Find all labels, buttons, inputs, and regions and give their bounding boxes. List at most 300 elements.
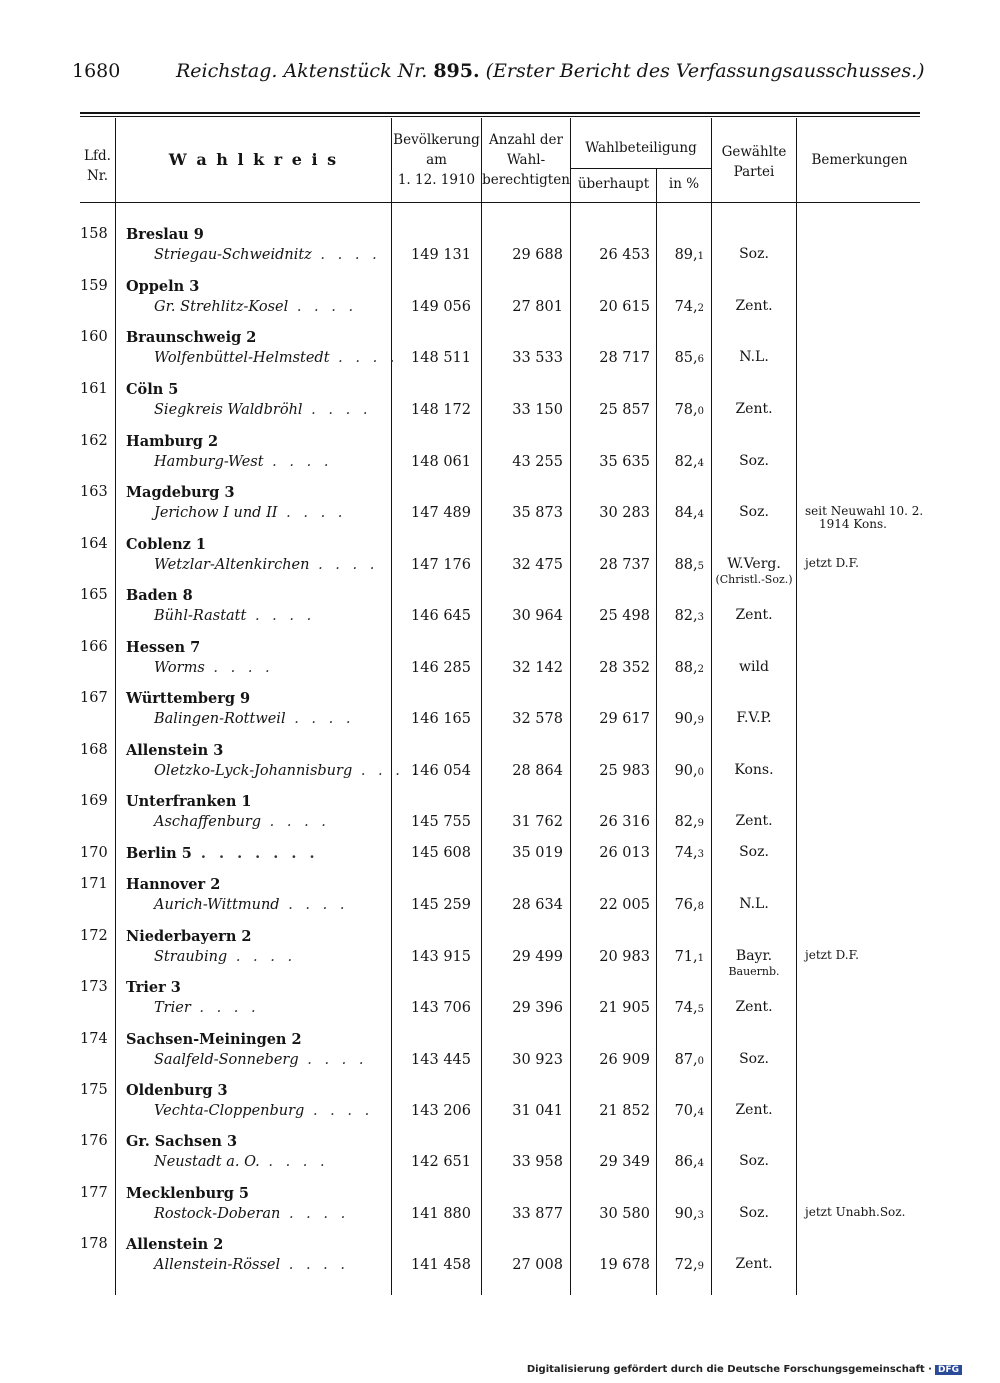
turnout-percent-dec: 8 (697, 901, 704, 912)
subdistrict-label: Trier (154, 1000, 191, 1016)
subdistrict-label: Hamburg-West (154, 454, 264, 470)
col-head-partei (712, 142, 796, 182)
turnout-value: 28 737 (599, 557, 650, 573)
table-row (80, 639, 922, 691)
district-name (126, 639, 200, 656)
leader-dots: . . . . (246, 608, 316, 624)
elected-party (712, 949, 796, 979)
turnout-percent (658, 845, 704, 861)
subdistrict (154, 1103, 373, 1119)
population-value: 146 645 (411, 608, 471, 624)
turnout-value: 26 453 (599, 247, 650, 263)
party-label: Soz. (739, 844, 769, 860)
eligible-value: 29 688 (512, 247, 563, 263)
elected-party (712, 402, 796, 417)
subdistrict-label: Neustadt a. O. (154, 1154, 260, 1170)
subdistrict (154, 660, 274, 676)
turnout-percent-dec: 4 (697, 509, 704, 520)
eligible-value: 33 533 (512, 350, 563, 366)
turnout-value: 21 852 (599, 1103, 650, 1119)
row-number: 171 (80, 876, 108, 892)
turnout-percent-dec: 9 (697, 818, 704, 829)
population-value: 149 131 (411, 247, 471, 263)
subdistrict (154, 557, 378, 573)
turnout-percent-int: 72, (674, 1257, 698, 1273)
district-name (126, 329, 256, 346)
subdistrict (154, 1154, 329, 1170)
eligible-value: 32 475 (512, 557, 563, 573)
district-label: Hessen 7 (126, 639, 201, 656)
table-row (80, 1031, 922, 1083)
party-label: Kons. (734, 762, 774, 778)
subdistrict-label: Wolfenbüttel-Helmstedt (154, 350, 330, 366)
remark-line-1: jetzt D.F. (805, 948, 859, 962)
elected-party (712, 1154, 796, 1169)
eligible-value: 32 578 (512, 711, 563, 727)
turnout-value: 29 617 (599, 711, 650, 727)
table-row (80, 278, 922, 330)
leader-dots: . . . . (204, 660, 274, 676)
row-number: 173 (80, 979, 108, 995)
turnout-percent-dec: 6 (697, 354, 704, 365)
turnout-value: 20 983 (599, 949, 650, 965)
col-head-bemerkungen: Bemerkungen (811, 152, 908, 168)
district-name (126, 1082, 228, 1099)
turnout-percent (658, 247, 704, 263)
turnout-percent (658, 814, 704, 830)
eligible-value: 27 008 (512, 1257, 563, 1273)
turnout-percent-dec: 0 (697, 767, 704, 778)
district-label: Breslau 9 (126, 226, 204, 243)
party-label: Zent. (735, 813, 773, 829)
turnout-percent-dec: 5 (697, 1004, 704, 1015)
district-label: Hannover 2 (126, 876, 221, 893)
eligible-value: 31 762 (512, 814, 563, 830)
table-row (80, 979, 922, 1031)
population-value: 142 651 (411, 1154, 471, 1170)
col-head-wahlkreis: W a h l k r e i s (168, 150, 339, 169)
subdistrict-label: Siegkreis Waldbröhl (154, 402, 303, 418)
turnout-percent (658, 897, 704, 913)
turnout-percent-dec: 1 (697, 251, 704, 262)
leader-dots: . . . . (302, 402, 372, 418)
subdistrict (154, 608, 315, 624)
party-label: Soz. (739, 1051, 769, 1067)
elected-party (712, 814, 796, 829)
turnout-percent (658, 454, 704, 470)
party-label: Bayr. (735, 948, 773, 964)
turnout-percent (658, 350, 704, 366)
turnout-percent-int: 87, (674, 1052, 698, 1068)
turnout-percent (658, 402, 704, 418)
turnout-value: 30 580 (599, 1206, 650, 1222)
subdistrict (154, 949, 296, 965)
population-value: 146 165 (411, 711, 471, 727)
subdistrict-label: Allenstein-Rössel (154, 1257, 281, 1273)
leader-dots: . . . . (190, 1000, 260, 1016)
population-value: 141 458 (411, 1257, 471, 1273)
turnout-value: 28 352 (599, 660, 650, 676)
leader-dots: . . . . (261, 814, 330, 830)
turnout-percent-int: 82, (674, 454, 698, 470)
elected-party (712, 608, 796, 623)
district-name (126, 226, 204, 243)
eligible-value: 33 150 (512, 402, 563, 418)
subdistrict (154, 897, 348, 913)
population-value: 147 489 (411, 505, 471, 521)
subdistrict-label: Oletzko-Lyck-Johannisburg (154, 763, 353, 779)
turnout-percent-int: 90, (674, 763, 698, 779)
subdistrict-label: Saalfeld-Sonneberg (154, 1052, 299, 1068)
leader-dots: . . . . (352, 763, 422, 779)
leader-dots: . . . . . . . (191, 845, 319, 862)
turnout-value: 19 678 (599, 1257, 650, 1273)
page-header (72, 60, 925, 94)
eligible-value: 29 499 (512, 949, 563, 965)
turnout-percent-int: 85, (674, 350, 698, 366)
turnout-percent-int: 86, (674, 1154, 698, 1170)
district-name (126, 928, 252, 945)
turnout-percent (658, 949, 704, 965)
subdistrict-label: Rostock-Doberan (154, 1206, 281, 1222)
party-label: F.V.P. (736, 710, 772, 726)
turnout-percent (658, 299, 704, 315)
row-number: 174 (80, 1031, 108, 1047)
running-title-pre: Reichstag. Aktenstück Nr. (176, 60, 434, 82)
district-name (126, 845, 319, 862)
turnout-percent-dec: 0 (697, 1056, 704, 1067)
subdistrict (154, 711, 354, 727)
turnout-value: 25 983 (599, 763, 650, 779)
population-value: 146 285 (411, 660, 471, 676)
elected-party (712, 1000, 796, 1015)
party-label: Zent. (735, 999, 773, 1015)
row-number: 161 (80, 381, 108, 397)
leader-dots: . . . . (311, 247, 381, 263)
turnout-percent-int: 90, (674, 1206, 698, 1222)
district-label: Magdeburg 3 (126, 484, 235, 501)
district-name (126, 979, 181, 996)
leader-dots: . . . . (304, 1103, 374, 1119)
table-row (80, 381, 922, 433)
population-value: 145 608 (411, 845, 471, 861)
table-row (80, 433, 922, 485)
eligible-value: 32 142 (512, 660, 563, 676)
party-label: Zent. (735, 607, 773, 623)
district-name (126, 381, 178, 398)
turnout-value: 22 005 (599, 897, 650, 913)
turnout-percent-int: 71, (674, 949, 698, 965)
col-head-bevoelkerung-2: am (426, 152, 447, 168)
footer-credit (527, 1364, 962, 1375)
turnout-percent-int: 84, (674, 505, 698, 521)
turnout-percent-int: 90, (674, 711, 698, 727)
district-name (126, 433, 218, 450)
turnout-value: 26 316 (599, 814, 650, 830)
district-label: Unterfranken 1 (126, 793, 252, 810)
elected-party (712, 1052, 796, 1067)
population-value: 146 054 (411, 763, 471, 779)
turnout-percent-dec: 9 (697, 1261, 704, 1272)
population-value: 143 915 (411, 949, 471, 965)
row-number: 176 (80, 1133, 108, 1149)
elected-party (712, 454, 796, 469)
subdistrict-label: Gr. Strehlitz-Kosel (154, 299, 289, 315)
district-name (126, 876, 220, 893)
turnout-value: 35 635 (599, 454, 650, 470)
col-head-partei-2: Partei (733, 164, 775, 180)
turnout-percent-dec: 3 (697, 612, 704, 623)
subdistrict-label: Bühl-Rastatt (154, 608, 247, 624)
turnout-value: 26 013 (599, 845, 650, 861)
elected-party (712, 247, 796, 262)
turnout-percent-dec: 4 (697, 458, 704, 469)
district-name (126, 1185, 249, 1202)
col-head-wahlbeteiligung: Wahlbeteiligung (585, 140, 697, 156)
district-label: Allenstein 3 (126, 742, 224, 759)
subdistrict (154, 814, 330, 830)
eligible-value: 33 958 (512, 1154, 563, 1170)
table-row (80, 1133, 922, 1185)
elected-party (712, 845, 796, 860)
district-label: Mecklenburg 5 (126, 1185, 250, 1202)
turnout-value: 20 615 (599, 299, 650, 315)
subdistrict (154, 247, 381, 263)
district-label: Hamburg 2 (126, 433, 219, 450)
elected-party (712, 763, 796, 778)
turnout-percent (658, 1206, 704, 1222)
row-number: 163 (80, 484, 108, 500)
subdistrict (154, 299, 357, 315)
elected-party (712, 660, 796, 675)
turnout-percent (658, 1103, 704, 1119)
subdistrict-label: Balingen-Rottweil (154, 711, 286, 727)
population-value: 149 056 (411, 299, 471, 315)
running-title (176, 60, 925, 82)
running-title-post: (Erster Bericht des Verfassungsausschusses.) (479, 60, 925, 82)
turnout-percent-dec: 4 (697, 1107, 704, 1118)
party-label: wild (739, 659, 769, 675)
leader-dots: . . . . (309, 557, 379, 573)
district-label: Coblenz 1 (126, 536, 206, 553)
turnout-percent-dec: 4 (697, 1158, 704, 1169)
turnout-value: 25 857 (599, 402, 650, 418)
leader-dots: . . . . (263, 454, 333, 470)
turnout-percent-int: 78, (674, 402, 698, 418)
leader-dots: . . . . (279, 897, 349, 913)
elected-party (712, 1257, 796, 1272)
col-head-bevoelkerung (392, 130, 481, 190)
row-number: 167 (80, 690, 108, 706)
elected-party (712, 897, 796, 912)
turnout-value: 29 349 (599, 1154, 650, 1170)
subdistrict-label: Worms (154, 660, 205, 676)
table-row (80, 484, 922, 536)
turnout-percent-int: 70, (674, 1103, 698, 1119)
turnout-percent-dec: 3 (697, 849, 704, 860)
turnout-percent (658, 660, 704, 676)
leader-dots: . . . . (298, 1052, 368, 1068)
district-label: Sachsen-Meiningen 2 (126, 1031, 302, 1048)
district-label: Berlin 5 (126, 845, 192, 862)
wahlbeteiligung-rule (570, 168, 711, 169)
party-label: N.L. (739, 349, 769, 365)
district-label: Trier 3 (126, 979, 181, 996)
district-name (126, 536, 206, 553)
col-head-lfd-nr: Lfd. Nr. (84, 148, 111, 184)
district-label: Oldenburg 3 (126, 1082, 228, 1099)
eligible-value: 35 019 (512, 845, 563, 861)
party-label: Zent. (735, 298, 773, 314)
party-label: Soz. (739, 453, 769, 469)
leader-dots: . . . . (329, 350, 399, 366)
leader-dots: . . . . (277, 505, 347, 521)
turnout-percent-dec: 1 (697, 953, 704, 964)
table-row (80, 793, 922, 845)
row-number: 165 (80, 587, 108, 603)
col-head-anzahl-3: berechtigten (482, 172, 570, 188)
eligible-value: 30 964 (512, 608, 563, 624)
turnout-percent (658, 557, 704, 573)
table-row (80, 690, 922, 742)
party-label: Soz. (739, 1205, 769, 1221)
col-head-bevoelkerung-3: 1. 12. 1910 (397, 172, 476, 188)
table-row (80, 329, 922, 381)
turnout-percent-int: 89, (674, 247, 698, 263)
leader-dots: . . . . (280, 1206, 350, 1222)
subdistrict (154, 1206, 349, 1222)
elected-party (712, 299, 796, 314)
district-name (126, 484, 235, 501)
eligible-value: 33 877 (512, 1206, 563, 1222)
row-number: 162 (80, 433, 108, 449)
subdistrict (154, 402, 371, 418)
turnout-value: 26 909 (599, 1052, 650, 1068)
turnout-value: 30 283 (599, 505, 650, 521)
footer-text: Digitalisierung gefördert durch die Deutsche Forschungsgemeinschaft · (526, 1364, 932, 1375)
subdistrict (154, 505, 346, 521)
row-number: 178 (80, 1236, 108, 1252)
district-name (126, 793, 252, 810)
row-number: 168 (80, 742, 108, 758)
population-value: 148 511 (411, 350, 471, 366)
col-head-bevoelkerung-1: Bevölkerung (393, 132, 480, 148)
eligible-value: 29 396 (512, 1000, 563, 1016)
table-row (80, 1082, 922, 1134)
turnout-percent-dec: 2 (697, 303, 704, 314)
turnout-percent (658, 1000, 704, 1016)
population-value: 143 445 (411, 1052, 471, 1068)
subdistrict (154, 350, 398, 366)
row-number: 159 (80, 278, 108, 294)
party-label: Zent. (735, 401, 773, 417)
leader-dots: . . . . (280, 1257, 350, 1273)
elected-party (712, 505, 796, 520)
population-value: 148 061 (411, 454, 471, 470)
remark (805, 949, 925, 962)
district-label: Gr. Sachsen 3 (126, 1133, 238, 1150)
district-name (126, 1236, 223, 1253)
eligible-value: 28 634 (512, 897, 563, 913)
turnout-percent (658, 1052, 704, 1068)
population-value: 143 706 (411, 1000, 471, 1016)
elected-party (712, 557, 796, 587)
document-number: 895. (433, 60, 480, 82)
population-value: 141 880 (411, 1206, 471, 1222)
turnout-percent (658, 505, 704, 521)
party-label: Zent. (735, 1256, 773, 1272)
header-rule-bottom (80, 116, 920, 117)
eligible-value: 43 255 (512, 454, 563, 470)
eligible-value: 30 923 (512, 1052, 563, 1068)
row-number: 177 (80, 1185, 108, 1201)
turnout-value: 25 498 (599, 608, 650, 624)
elected-party (712, 1103, 796, 1118)
remark-line-1: jetzt Unabh.Soz. (805, 1205, 906, 1219)
row-number: 166 (80, 639, 108, 655)
eligible-value: 35 873 (512, 505, 563, 521)
eligible-value: 28 864 (512, 763, 563, 779)
district-label: Niederbayern 2 (126, 928, 252, 945)
table-row (80, 536, 922, 588)
table-head-rule (80, 202, 920, 203)
turnout-percent-int: 88, (674, 660, 698, 676)
party-label: Soz. (739, 504, 769, 520)
population-value: 143 206 (411, 1103, 471, 1119)
district-label: Württemberg 9 (126, 690, 251, 707)
district-label: Cöln 5 (126, 381, 179, 398)
turnout-percent-dec: 9 (697, 715, 704, 726)
row-number: 164 (80, 536, 108, 552)
dfg-logo: DFG (935, 1365, 962, 1375)
turnout-percent-int: 82, (674, 814, 698, 830)
page-number: 1680 (72, 60, 121, 82)
district-label: Allenstein 2 (126, 1236, 224, 1253)
header-rule-top (80, 112, 920, 114)
subdistrict (154, 454, 332, 470)
subdistrict-label: Straubing (154, 949, 228, 965)
subdistrict-label: Striegau-Schweidnitz (154, 247, 312, 263)
table-row (80, 1236, 922, 1288)
turnout-percent-dec: 5 (697, 561, 704, 572)
subdistrict-label: Aurich-Wittmund (154, 897, 280, 913)
remark-line-2: 1914 Kons. (819, 517, 887, 531)
subdistrict (154, 1000, 260, 1016)
col-head-ueberhaupt: überhaupt (577, 176, 650, 192)
turnout-percent-int: 82, (674, 608, 698, 624)
col-head-anzahl-1: Anzahl der (489, 132, 563, 148)
party-label: Soz. (739, 1153, 769, 1169)
row-number: 169 (80, 793, 108, 809)
party-detail: (Christl.-Soz.) (715, 573, 793, 586)
table-row (80, 742, 922, 794)
leader-dots: . . . . (259, 1154, 329, 1170)
table-row (80, 928, 922, 980)
population-value: 145 755 (411, 814, 471, 830)
eligible-value: 31 041 (512, 1103, 563, 1119)
remark-line-1: jetzt D.F. (805, 556, 859, 570)
turnout-percent-int: 88, (674, 557, 698, 573)
district-label: Braunschweig 2 (126, 329, 257, 346)
district-name (126, 1133, 237, 1150)
col-head-anzahl (482, 130, 570, 190)
population-value: 148 172 (411, 402, 471, 418)
district-label: Oppeln 3 (126, 278, 200, 295)
table-row (80, 876, 922, 928)
turnout-value: 28 717 (599, 350, 650, 366)
subdistrict (154, 1052, 368, 1068)
turnout-percent-int: 74, (674, 1000, 698, 1016)
